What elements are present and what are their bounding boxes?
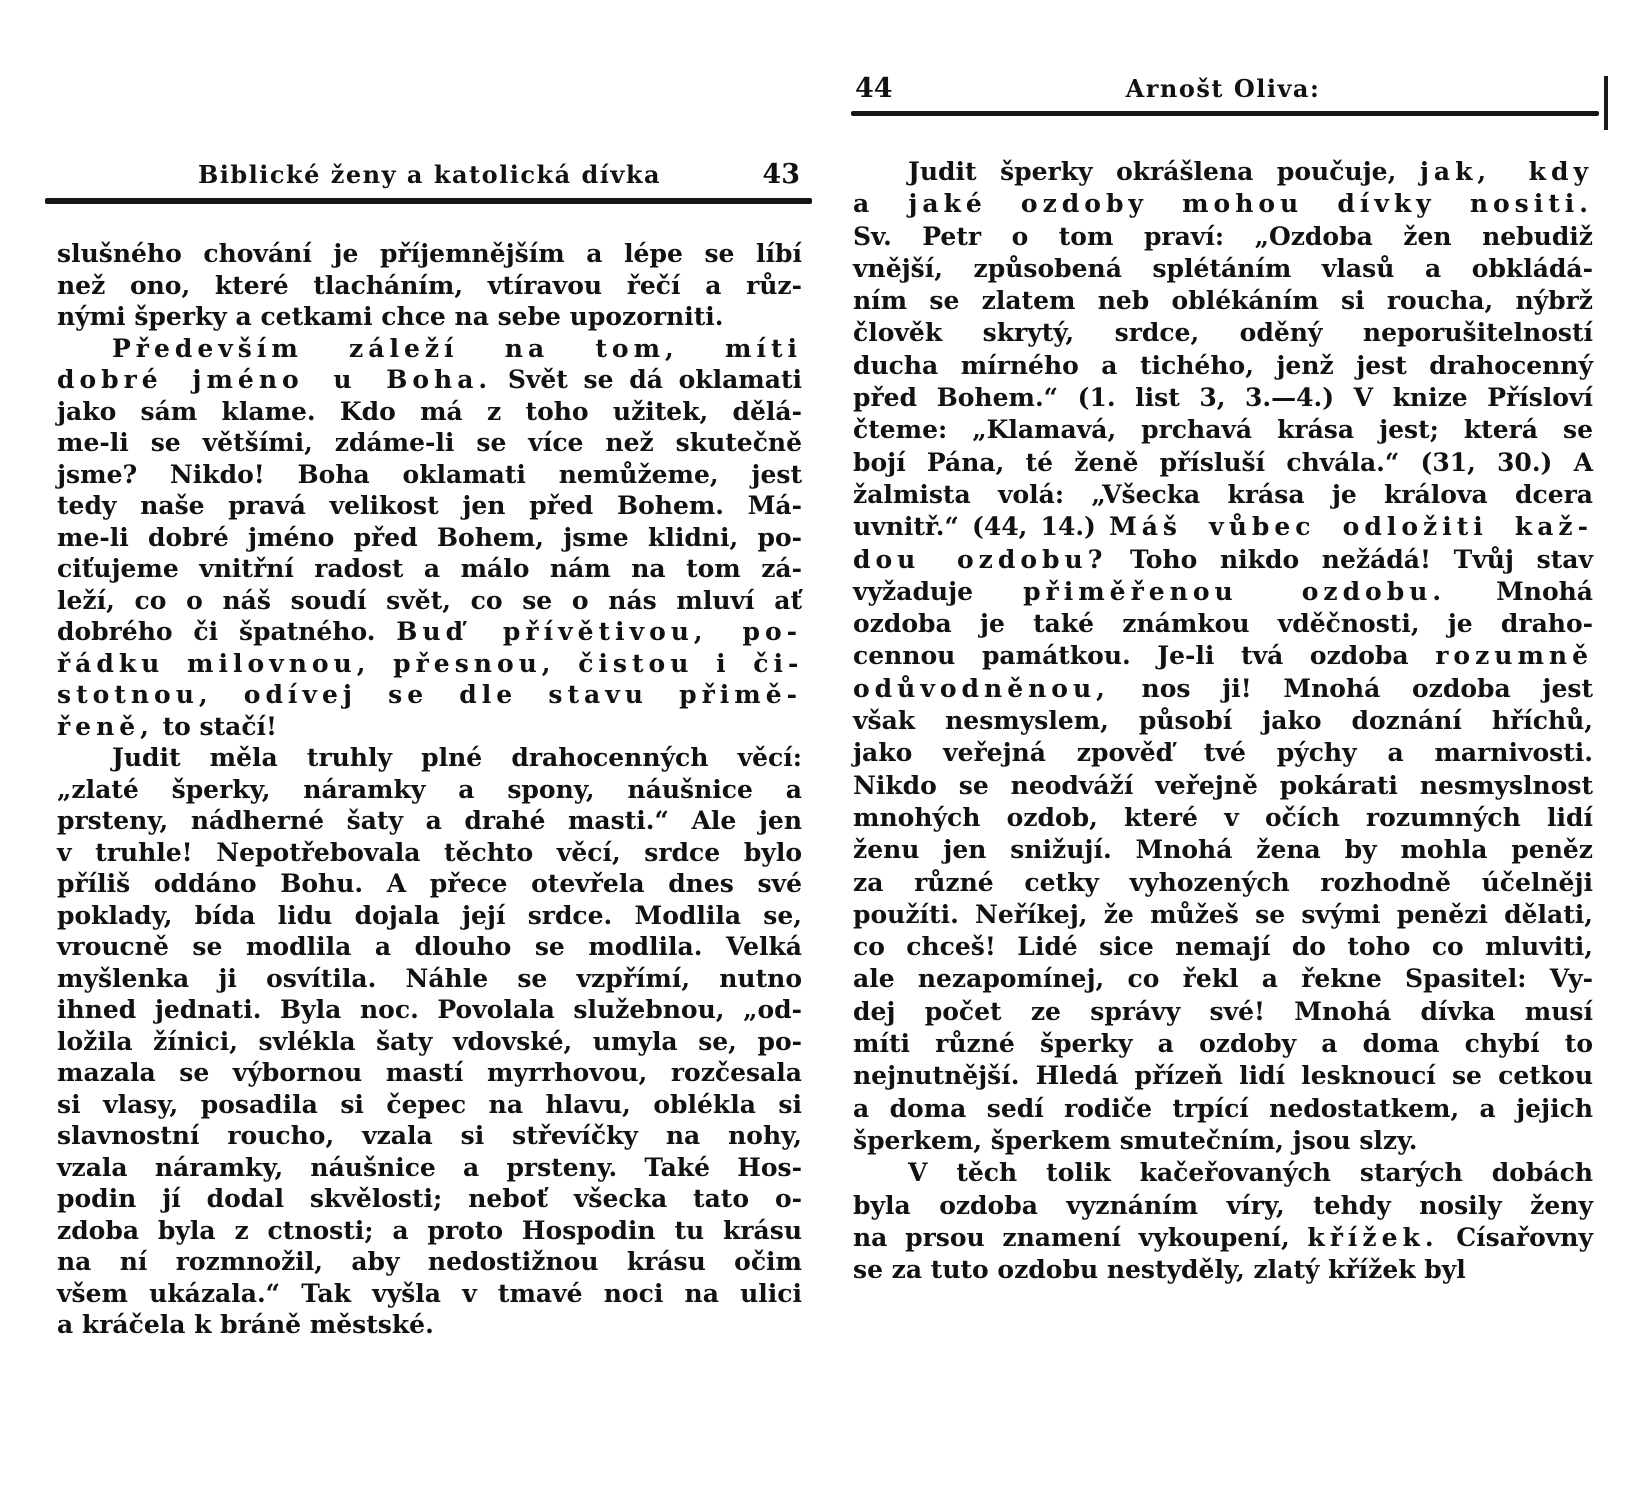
text-line: [57, 711, 802, 743]
text-line: [853, 544, 1593, 576]
emphasized-text: přiměřenou ozdobu.: [1023, 576, 1447, 606]
plain-text: Mnohá: [1446, 576, 1594, 606]
emphasized-text: křížek.: [1307, 1222, 1439, 1252]
text-line: slušného chování je příjemnějším a lépe se líbí: [57, 239, 802, 268]
running-title: Biblické ženy a katolická dívka: [197, 160, 662, 189]
text-line: myšlenka ji osvítila. Náhle se vzpřímí, nutno: [57, 963, 802, 993]
plain-text: Císařovny: [1438, 1222, 1594, 1252]
text-line: bojí Pána, té ženě přísluší chvála.“ (31, 30.) A: [853, 447, 1593, 477]
text-line: prsteny, nádherné šaty a drahé masti.“ Ale jen: [57, 806, 802, 835]
text-line: mazala se výbornou mastí myrrhovou, rozčesala: [57, 1058, 802, 1087]
text-line: [57, 679, 802, 711]
text-line: zdoba byla z ctnosti; a proto Hospodin tu krásu: [57, 1215, 802, 1245]
text-line: me-li dobré jméno před Bohem, jsme klidni, po-: [57, 522, 802, 552]
text-line: žalmista volá: „Všecka krása je králova dcera: [853, 479, 1593, 509]
plain-text: na prsou znamení vykoupení,: [853, 1222, 1308, 1252]
text-line: V těch tolik kačeřovaných starých dobách: [908, 1158, 1593, 1188]
page-body-text: [853, 156, 1593, 1286]
text-line: ložila žínici, svlékla šaty vdovské, umyla se, po-: [57, 1026, 802, 1056]
running-title: Arnošt Oliva:: [1125, 74, 1321, 103]
page-number: 43: [762, 159, 800, 190]
text-line: příliš oddáno Bohu. A přece otevřela dnes své: [57, 869, 802, 898]
emphasized-text: Buď přívětivou, po-: [396, 617, 802, 646]
emphasized-text: řeně,: [57, 711, 154, 741]
emphasized-text: dobré jméno u Boha.: [57, 365, 493, 394]
header-rule: [45, 198, 812, 204]
emphasized-text: Máš vůbec odložiti kaž-: [1109, 512, 1594, 542]
text-line: dej počet ze správy své! Mnohá dívka musí: [853, 996, 1593, 1026]
plain-text: nos ji! Mnohá ozdoba jest: [1109, 673, 1593, 703]
emphasized-text: rozumně: [1435, 641, 1593, 671]
text-line: [57, 364, 802, 396]
text-line: ihned jednati. Byla noc. Povolala služebnou, „od-: [57, 995, 802, 1024]
emphasized-text: dou ozdobu?: [853, 544, 1108, 574]
text-line: a doma sedí rodiče trpící nedostatkem, a jejich: [853, 1093, 1593, 1123]
emphasized-text: stotnou, odívej se dle stavu přimě-: [57, 680, 802, 709]
header-rule: [851, 111, 1599, 116]
text-line: byla ozdoba vyznáním víry, tehdy nosily ženy: [853, 1190, 1593, 1220]
emphasized-text: jak, kdy: [1419, 157, 1593, 186]
text-line: za různé cetky vyhozených rozhodně účelněji: [853, 867, 1593, 897]
book-page-right: [853, 72, 1593, 1286]
text-line: tedy naše pravá velikost jen před Bohem. Má-: [57, 491, 802, 520]
plain-text: cennou památkou. Je-li tvá ozdoba: [853, 641, 1436, 671]
text-line: [853, 1222, 1593, 1254]
text-line: ozdoba je také známkou vděčnosti, je draho-: [853, 609, 1593, 639]
text-line: [853, 188, 1593, 220]
text-line: [853, 640, 1593, 672]
text-line: slavnostní roucho, vzala si střevíčky na nohy,: [57, 1121, 802, 1150]
page-body-text: [57, 238, 802, 1341]
paragraph: [853, 156, 1593, 1157]
paragraph: [57, 742, 802, 1341]
page-header: [57, 158, 802, 194]
text-line: jsme? Nikdo! Boha oklamati nemůžeme, jest: [57, 459, 802, 489]
page-header: [853, 72, 1593, 108]
text-line: vzala náramky, náušnice a prsteny. Také Hos-: [57, 1152, 802, 1182]
emphasized-text: řádku milovnou, přesnou, čistou i či-: [57, 648, 804, 678]
text-line: se za tuto ozdobu nestyděly, zlatý křížek byl: [853, 1255, 1466, 1285]
text-line: „zlaté šperky, náramky a spony, náušnice a: [57, 774, 802, 804]
text-line: ženu jen snižují. Mnohá žena by mohla peněz: [853, 835, 1593, 865]
text-line: [57, 616, 802, 648]
plain-text: vyžaduje: [853, 576, 1024, 606]
text-line: člověk skrytý, srdce, oděný neporušitelností: [853, 318, 1593, 348]
plain-text: to stačí!: [153, 711, 278, 741]
text-line: na ní rozmnožil, aby nedostižnou krásu očim: [57, 1247, 802, 1276]
text-line: vroucně se modlila a dlouho se modlila. Velká: [57, 932, 802, 961]
text-line: poklady, bída lidu dojala její srdce. Modlila se,: [57, 900, 802, 930]
text-line: podin jí dodal skvělosti; neboť všecka tato o-: [57, 1184, 802, 1213]
emphasized-text: Především záleží na tom, míti: [112, 333, 802, 363]
emphasized-text: a jaké ozdoby mohou dívky nositi.: [853, 189, 1593, 219]
book-page-left: [57, 158, 802, 1341]
text-line: [853, 673, 1593, 705]
text-line: použíti. Neříkej, že můžeš se svými penězi dělati,: [853, 899, 1593, 929]
text-line: nejnutnější. Hledá přízeň lidí lesknoucí se cetkou: [853, 1061, 1593, 1091]
text-line: co chceš! Lidé sice nemají do toho co mluviti,: [853, 932, 1593, 962]
paragraph: [57, 333, 802, 743]
text-line: [853, 576, 1593, 608]
plain-text: Svět se dá oklamati: [492, 365, 802, 394]
text-line: mnohých ozdob, které v očích rozumných lidí: [853, 802, 1593, 832]
text-line: čteme: „Klamavá, prchavá krása jest; která se: [853, 415, 1593, 445]
text-line: ciťujeme vnitřní radost a málo nám na tom zá-: [57, 554, 802, 583]
text-line: [57, 333, 802, 365]
text-line: [853, 156, 1593, 188]
text-line: před Bohem.“ (1. list 3, 3.—4.) V knize Přísloví: [853, 383, 1593, 413]
text-line: jako sám klame. Kdo má z toho užitek, dělá-: [57, 396, 802, 426]
text-line: Judit měla truhly plné drahocenných věcí:: [112, 743, 802, 772]
text-line: jako veřejná zpověď tvé pýchy a marnivosti.: [853, 738, 1593, 768]
text-line: Nikdo se neodváží veřejně pokárati nesmyslnost: [853, 770, 1593, 800]
emphasized-text: odůvodněnou,: [853, 673, 1110, 703]
text-line: než ono, které tlacháním, vtíravou řečí a růz-: [57, 270, 802, 300]
text-line: Sv. Petr o tom praví: „Ozdoba žen nebudiž: [853, 221, 1593, 251]
text-line: v truhle! Nepotřebovala těchto věcí, srdce bylo: [57, 837, 802, 867]
paragraph: [57, 238, 802, 333]
text-line: si vlasy, posadila si čepec na hlavu, oblékla si: [57, 1089, 802, 1119]
plain-text: Toho nikdo nežádá! Tvůj stav: [1107, 544, 1593, 574]
page-number: 44: [855, 73, 893, 104]
paragraph: [853, 1157, 1593, 1286]
text-line: všem ukázala.“ Tak vyšla v tmavé noci na ulici: [57, 1278, 802, 1308]
text-line: však nesmyslem, působí jako doznání hříchů,: [853, 706, 1593, 736]
text-line: šperkem, šperkem smutečním, jsou slzy.: [853, 1125, 1418, 1155]
text-line: nými šperky a cetkami chce na sebe upozorniti.: [57, 302, 724, 331]
plain-text: uvnitř.“ (44, 14.): [853, 512, 1110, 542]
text-line: a kráčela k bráně městské.: [57, 1310, 434, 1339]
plain-text: Judit šperky okrášlena poučuje,: [908, 157, 1420, 186]
text-line: míti různé šperky a ozdoby a doma chybí to: [853, 1029, 1593, 1059]
plain-text: dobrého či špatného.: [57, 617, 397, 646]
text-line: ale nezapomínej, co řekl a řekne Spasitel: Vy-: [853, 964, 1593, 994]
text-line: vnější, způsobená splétáním vlasů a obkládá-: [853, 253, 1593, 283]
text-line: [853, 511, 1593, 543]
text-line: [57, 648, 802, 680]
ink-mark-artifact: [1604, 76, 1608, 130]
text-line: me-li se většími, zdáme-li se více než skutečně: [57, 428, 802, 457]
text-line: ducha mírného a tichého, jenž jest drahocenný: [853, 350, 1593, 380]
text-line: ním se zlatem neb oblékáním si roucha, nýbrž: [853, 286, 1593, 316]
text-line: leží, co o náš soudí svět, co se o nás mluví ať: [57, 585, 802, 615]
